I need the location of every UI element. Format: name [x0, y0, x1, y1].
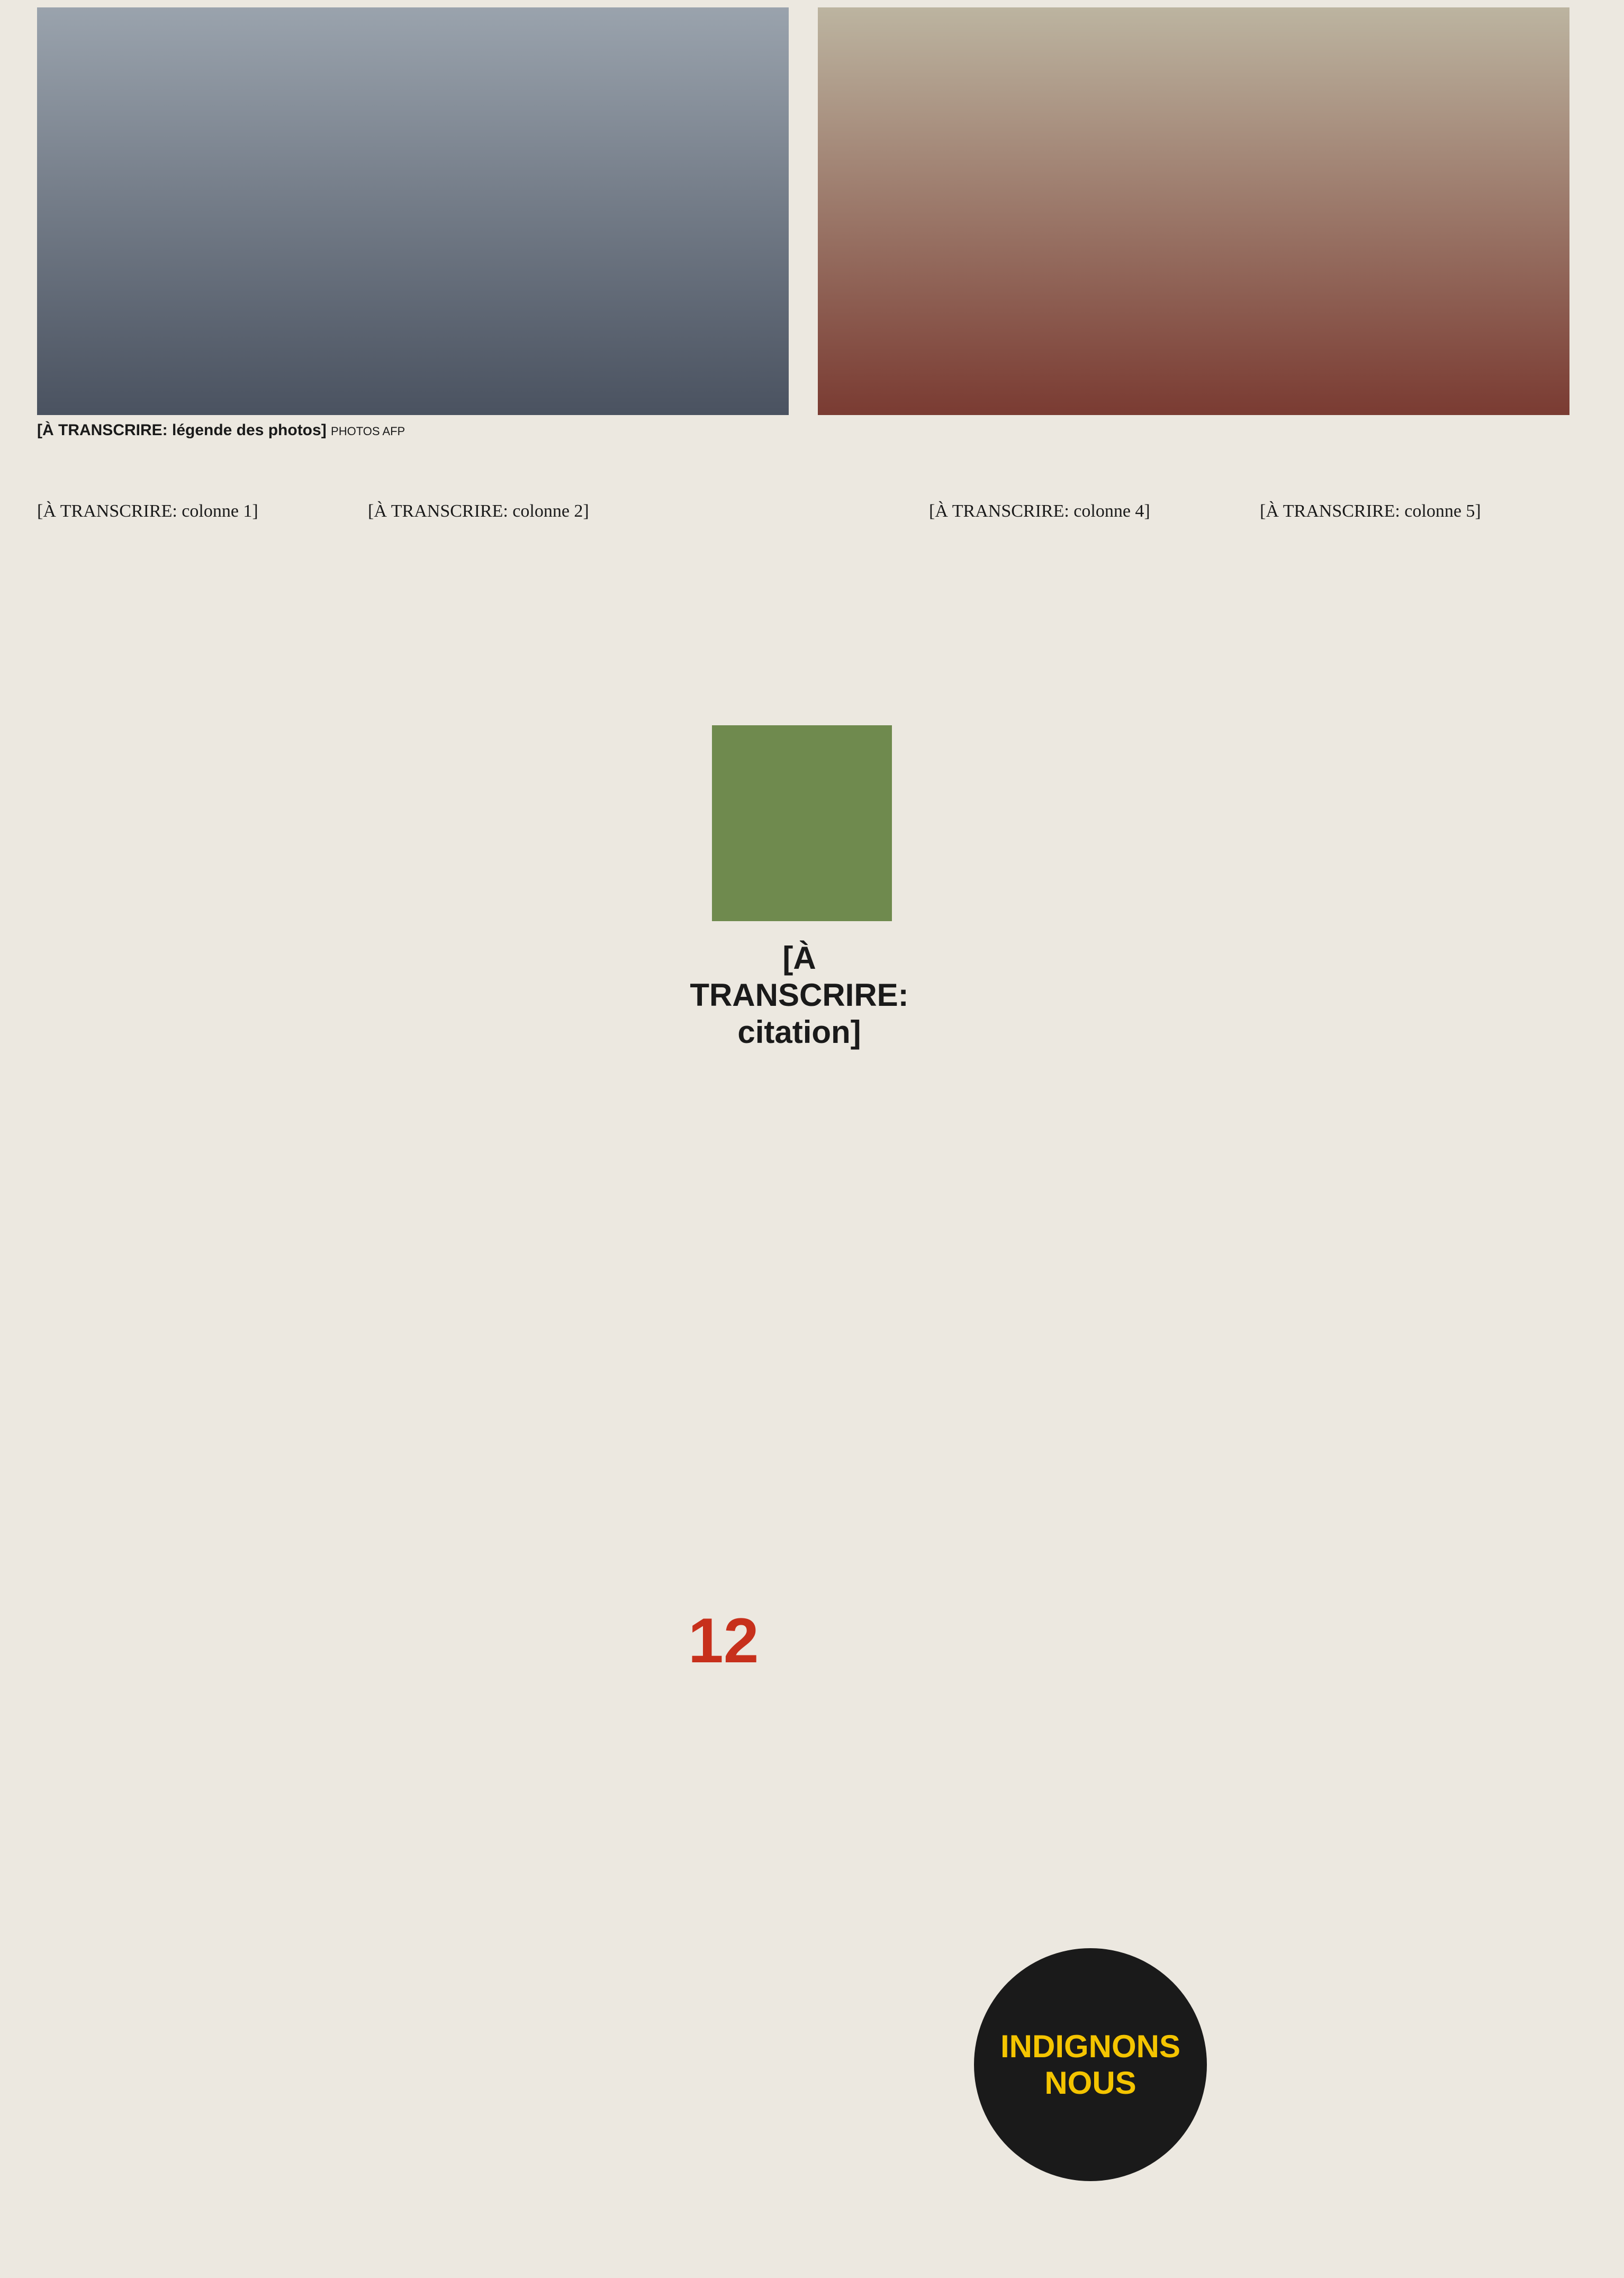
audience-photo: [818, 7, 1569, 415]
interviewee-portrait: [712, 725, 892, 921]
article-column-1: [À TRANSCRIRE: colonne 1]: [37, 501, 258, 521]
photo-credit: PHOTOS AFP: [331, 425, 405, 438]
movement-logo: INDIGNONS NOUS: [974, 1948, 1207, 2181]
article-column-4: [À TRANSCRIRE: colonne 4]: [929, 501, 1150, 521]
photo-caption: [37, 420, 1572, 442]
press-conference-photo: [37, 7, 789, 415]
interview-pull-quote: [À TRANSCRIRE: citation]: [690, 940, 909, 1050]
caption-text: [À TRANSCRIRE: légende des photos]: [37, 421, 327, 439]
article-column-5: [À TRANSCRIRE: colonne 5]: [1260, 501, 1481, 521]
key-figure: 12: [688, 1605, 759, 1676]
article-column-2: [À TRANSCRIRE: colonne 2]: [368, 501, 589, 521]
